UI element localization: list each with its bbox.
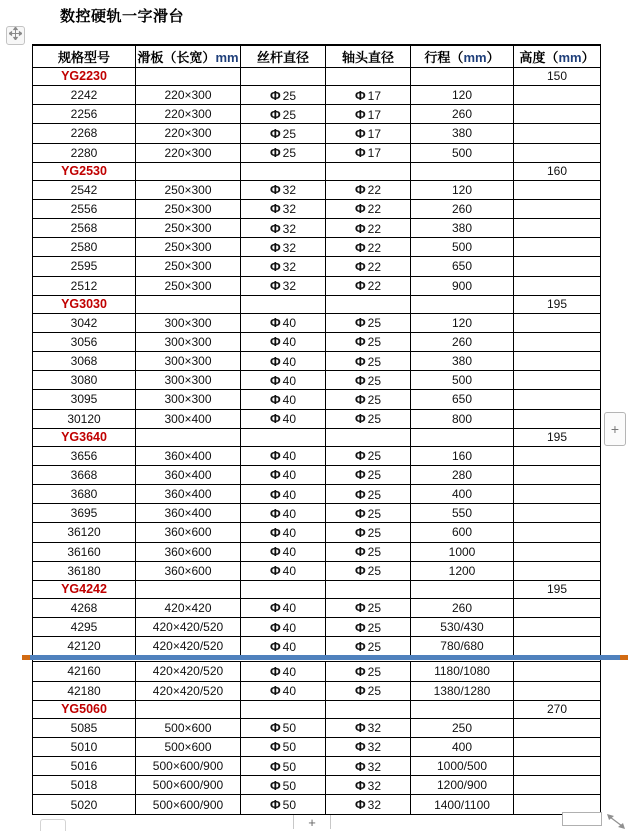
cell-screw: Φ 40	[241, 618, 326, 637]
cell-model: 5016	[33, 757, 136, 776]
cell-model: 3695	[33, 504, 136, 523]
cell-shaft	[326, 700, 411, 718]
cell-plate	[136, 162, 241, 180]
table-header-row	[33, 45, 601, 68]
cell-stroke: 250	[411, 718, 514, 737]
spec-row	[33, 523, 601, 542]
bottom-plus-group	[293, 813, 331, 831]
cell-height	[514, 371, 601, 390]
cell-height	[514, 390, 601, 409]
cell-screw: Φ 50	[241, 737, 326, 756]
column-header-2: 丝杆直径	[241, 45, 326, 68]
cell-screw: Φ 50	[241, 718, 326, 737]
cell-height: 195	[514, 295, 601, 313]
cell-shaft: Φ 32	[326, 718, 411, 737]
cell-model: YG2230	[33, 68, 136, 86]
cell-stroke: 500	[411, 143, 514, 162]
separator	[330, 815, 331, 829]
column-header-5: 高度（mm）	[514, 45, 601, 68]
spec-row	[33, 561, 601, 580]
cell-screw: Φ 40	[241, 390, 326, 409]
cell-shaft	[326, 428, 411, 446]
cell-plate: 300×300	[136, 332, 241, 351]
cell-screw: Φ 40	[241, 313, 326, 332]
cell-screw: Φ 25	[241, 143, 326, 162]
cell-stroke: 1180/1080	[411, 662, 514, 681]
cell-model: 3080	[33, 371, 136, 390]
cell-height	[514, 199, 601, 218]
cell-stroke	[411, 428, 514, 446]
cell-model: 3656	[33, 446, 136, 465]
cell-model: 2280	[33, 143, 136, 162]
cell-shaft: Φ 32	[326, 737, 411, 756]
cell-screw: Φ 40	[241, 409, 326, 428]
cell-shaft	[326, 580, 411, 598]
cell-stroke: 550	[411, 504, 514, 523]
cell-plate	[136, 700, 241, 718]
diagonal-resize-icon[interactable]	[604, 812, 628, 831]
cell-plate: 250×300	[136, 238, 241, 257]
cell-plate: 220×300	[136, 124, 241, 143]
cell-height: 195	[514, 428, 601, 446]
group-row	[33, 68, 601, 86]
cell-model: 3668	[33, 465, 136, 484]
cell-stroke	[411, 700, 514, 718]
table-move-handle[interactable]	[6, 26, 25, 45]
cell-model: 2595	[33, 257, 136, 276]
cell-shaft: Φ 25	[326, 446, 411, 465]
cell-model: 5020	[33, 795, 136, 815]
cell-plate: 250×300	[136, 180, 241, 199]
cell-model: 5010	[33, 737, 136, 756]
cell-shaft: Φ 22	[326, 276, 411, 295]
cell-screw: Φ 40	[241, 542, 326, 561]
cell-screw: Φ 25	[241, 124, 326, 143]
cell-stroke: 600	[411, 523, 514, 542]
spec-row	[33, 371, 601, 390]
spec-row	[33, 332, 601, 351]
cell-screw: Φ 32	[241, 219, 326, 238]
cell-model: 3680	[33, 485, 136, 504]
cell-stroke: 650	[411, 257, 514, 276]
cell-plate: 360×600	[136, 542, 241, 561]
cell-plate: 360×400	[136, 446, 241, 465]
cell-shaft: Φ 25	[326, 662, 411, 681]
cell-height	[514, 352, 601, 371]
cell-screw: Φ 32	[241, 238, 326, 257]
cell-shaft: Φ 17	[326, 124, 411, 143]
cell-plate: 360×400	[136, 504, 241, 523]
cell-model: 36120	[33, 523, 136, 542]
cell-height	[514, 332, 601, 351]
move-cross-icon	[9, 27, 22, 45]
cell-shaft: Φ 32	[326, 795, 411, 815]
spec-row	[33, 446, 601, 465]
cell-shaft	[326, 162, 411, 180]
cell-shaft: Φ 25	[326, 409, 411, 428]
cell-model: YG3030	[33, 295, 136, 313]
cell-screw: Φ 50	[241, 795, 326, 815]
cell-model: YG3640	[33, 428, 136, 446]
spec-row	[33, 143, 601, 162]
cell-screw: Φ 40	[241, 352, 326, 371]
cell-shaft: Φ 32	[326, 757, 411, 776]
cell-stroke: 120	[411, 85, 514, 104]
cell-shaft: Φ 25	[326, 313, 411, 332]
cell-plate: 420×420/520	[136, 637, 241, 656]
cell-plate: 220×300	[136, 85, 241, 104]
cell-plate: 250×300	[136, 199, 241, 218]
cell-height	[514, 409, 601, 428]
cell-height	[514, 561, 601, 580]
spec-row	[33, 757, 601, 776]
cell-plate: 420×420/520	[136, 662, 241, 681]
spec-row	[33, 105, 601, 124]
cell-plate: 220×300	[136, 143, 241, 162]
spec-row	[33, 662, 601, 681]
cell-plate: 300×400	[136, 409, 241, 428]
cell-shaft: Φ 25	[326, 523, 411, 542]
cell-plate	[136, 295, 241, 313]
cell-height	[514, 257, 601, 276]
cell-stroke: 1000	[411, 542, 514, 561]
cell-model: 3042	[33, 313, 136, 332]
cell-shaft: Φ 25	[326, 504, 411, 523]
spec-row	[33, 85, 601, 104]
cell-plate: 300×300	[136, 390, 241, 409]
cell-stroke: 1380/1280	[411, 681, 514, 700]
spec-row	[33, 124, 601, 143]
cell-plate: 250×300	[136, 219, 241, 238]
cell-stroke: 260	[411, 105, 514, 124]
cell-stroke: 380	[411, 219, 514, 238]
cell-model: 2256	[33, 105, 136, 124]
cell-height	[514, 238, 601, 257]
cell-height	[514, 276, 601, 295]
cell-shaft: Φ 25	[326, 561, 411, 580]
cell-screw: Φ 40	[241, 681, 326, 700]
cell-height	[514, 776, 601, 795]
spec-row	[33, 737, 601, 756]
cell-screw: Φ 50	[241, 757, 326, 776]
cell-height: 195	[514, 580, 601, 598]
cell-stroke: 800	[411, 409, 514, 428]
cell-height	[514, 757, 601, 776]
cell-stroke: 400	[411, 485, 514, 504]
cell-height	[514, 465, 601, 484]
page-divider-line	[22, 655, 628, 660]
cell-model: 2568	[33, 219, 136, 238]
right-plus-button[interactable]: +	[604, 412, 626, 446]
spec-row	[33, 238, 601, 257]
cell-screw: Φ 40	[241, 446, 326, 465]
spec-table	[32, 44, 601, 815]
cell-model: 42180	[33, 681, 136, 700]
cell-screw: Φ 40	[241, 662, 326, 681]
cell-stroke: 780/680	[411, 637, 514, 656]
cell-plate: 300×300	[136, 371, 241, 390]
cell-height	[514, 143, 601, 162]
spec-row	[33, 313, 601, 332]
group-row	[33, 580, 601, 598]
cell-shaft: Φ 32	[326, 776, 411, 795]
cell-screw	[241, 68, 326, 86]
cell-stroke: 400	[411, 737, 514, 756]
cell-height	[514, 737, 601, 756]
cell-stroke: 260	[411, 332, 514, 351]
cell-shaft: Φ 25	[326, 390, 411, 409]
cell-height	[514, 504, 601, 523]
cell-plate: 360×400	[136, 485, 241, 504]
cell-shaft: Φ 22	[326, 219, 411, 238]
spec-row	[33, 485, 601, 504]
cell-plate: 420×420	[136, 598, 241, 617]
cell-screw: Φ 40	[241, 637, 326, 656]
cell-model: YG5060	[33, 700, 136, 718]
cell-stroke: 1000/500	[411, 757, 514, 776]
cell-screw: Φ 32	[241, 180, 326, 199]
cell-height	[514, 124, 601, 143]
cell-screw	[241, 162, 326, 180]
cell-screw: Φ 25	[241, 85, 326, 104]
cell-height	[514, 662, 601, 681]
cell-shaft: Φ 25	[326, 332, 411, 351]
cell-height	[514, 523, 601, 542]
cell-plate: 500×600	[136, 718, 241, 737]
cell-model: 36180	[33, 561, 136, 580]
cell-screw: Φ 40	[241, 465, 326, 484]
cell-height: 270	[514, 700, 601, 718]
spec-row	[33, 390, 601, 409]
cell-model: 3068	[33, 352, 136, 371]
cell-screw: Φ 50	[241, 776, 326, 795]
cell-height	[514, 85, 601, 104]
column-header-4: 行程（mm）	[411, 45, 514, 68]
cell-screw: Φ 32	[241, 257, 326, 276]
column-header-3: 轴头直径	[326, 45, 411, 68]
cell-stroke: 1200/900	[411, 776, 514, 795]
cell-shaft: Φ 17	[326, 143, 411, 162]
cell-height	[514, 681, 601, 700]
cell-screw	[241, 580, 326, 598]
cell-plate: 500×600	[136, 737, 241, 756]
cell-screw	[241, 700, 326, 718]
bottom-right-box	[562, 812, 602, 826]
cell-shaft: Φ 17	[326, 105, 411, 124]
cell-height	[514, 485, 601, 504]
cell-plate: 500×600/900	[136, 795, 241, 815]
cell-screw: Φ 40	[241, 561, 326, 580]
cell-model: 2242	[33, 85, 136, 104]
cell-stroke: 900	[411, 276, 514, 295]
spec-row	[33, 199, 601, 218]
cell-model: YG4242	[33, 580, 136, 598]
cell-screw: Φ 32	[241, 276, 326, 295]
group-row	[33, 162, 601, 180]
cell-shaft: Φ 25	[326, 542, 411, 561]
spec-row	[33, 257, 601, 276]
cell-shaft: Φ 25	[326, 352, 411, 371]
cell-screw: Φ 40	[241, 485, 326, 504]
spec-row	[33, 718, 601, 737]
cell-model: 3095	[33, 390, 136, 409]
group-row	[33, 295, 601, 313]
cell-plate	[136, 428, 241, 446]
cell-height	[514, 180, 601, 199]
cell-model: 30120	[33, 409, 136, 428]
cell-stroke: 120	[411, 180, 514, 199]
cell-screw: Φ 25	[241, 105, 326, 124]
column-header-1: 滑板（长宽）mm	[136, 45, 241, 68]
spec-row	[33, 276, 601, 295]
cell-screw: Φ 40	[241, 504, 326, 523]
cell-height	[514, 598, 601, 617]
cell-stroke: 120	[411, 313, 514, 332]
cell-model: 2542	[33, 180, 136, 199]
cell-stroke: 500	[411, 371, 514, 390]
cell-plate: 250×300	[136, 257, 241, 276]
cell-stroke: 380	[411, 124, 514, 143]
cell-plate	[136, 68, 241, 86]
spec-row	[33, 795, 601, 815]
cell-stroke: 160	[411, 446, 514, 465]
cell-plate: 360×400	[136, 465, 241, 484]
cell-screw	[241, 295, 326, 313]
cell-screw: Φ 40	[241, 598, 326, 617]
cell-height: 150	[514, 68, 601, 86]
cell-stroke: 260	[411, 598, 514, 617]
spec-row	[33, 637, 601, 656]
cell-height	[514, 718, 601, 737]
cell-shaft: Φ 25	[326, 485, 411, 504]
cell-shaft: Φ 25	[326, 598, 411, 617]
cell-plate: 250×300	[136, 276, 241, 295]
cell-shaft: Φ 22	[326, 199, 411, 218]
cell-stroke: 650	[411, 390, 514, 409]
cell-stroke: 260	[411, 199, 514, 218]
group-row	[33, 428, 601, 446]
cell-screw: Φ 40	[241, 371, 326, 390]
cell-stroke: 280	[411, 465, 514, 484]
cell-model: 42120	[33, 637, 136, 656]
cell-stroke	[411, 162, 514, 180]
spec-row	[33, 409, 601, 428]
corner-shape	[40, 819, 66, 831]
cell-model: 5085	[33, 718, 136, 737]
cell-shaft: Φ 25	[326, 637, 411, 656]
cell-plate: 300×300	[136, 313, 241, 332]
cell-plate: 300×300	[136, 352, 241, 371]
spec-row	[33, 504, 601, 523]
cell-height	[514, 219, 601, 238]
spec-table-wrap	[32, 44, 600, 815]
cell-stroke	[411, 295, 514, 313]
cell-plate: 360×600	[136, 561, 241, 580]
cell-screw	[241, 428, 326, 446]
spec-row	[33, 542, 601, 561]
cell-model: 4295	[33, 618, 136, 637]
cell-stroke	[411, 68, 514, 86]
cell-stroke: 380	[411, 352, 514, 371]
cell-shaft: Φ 25	[326, 371, 411, 390]
cell-shaft: Φ 22	[326, 257, 411, 276]
cell-model: 2580	[33, 238, 136, 257]
cell-plate: 500×600/900	[136, 757, 241, 776]
cell-model: YG2530	[33, 162, 136, 180]
cell-model: 5018	[33, 776, 136, 795]
cell-model: 3056	[33, 332, 136, 351]
cell-shaft: Φ 22	[326, 180, 411, 199]
cell-stroke: 500	[411, 238, 514, 257]
cell-height	[514, 105, 601, 124]
cell-plate	[136, 580, 241, 598]
spec-row	[33, 352, 601, 371]
cell-model: 4268	[33, 598, 136, 617]
cell-stroke	[411, 580, 514, 598]
cell-screw: Φ 40	[241, 523, 326, 542]
cell-height	[514, 542, 601, 561]
cell-height	[514, 446, 601, 465]
page-title: 数控硬轨一字滑台	[60, 8, 185, 25]
cell-shaft	[326, 295, 411, 313]
cell-stroke: 530/430	[411, 618, 514, 637]
cell-shaft: Φ 25	[326, 681, 411, 700]
spec-row	[33, 219, 601, 238]
cell-screw: Φ 32	[241, 199, 326, 218]
cell-shaft: Φ 25	[326, 618, 411, 637]
cell-plate: 500×600/900	[136, 776, 241, 795]
cell-shaft: Φ 25	[326, 465, 411, 484]
cell-plate: 220×300	[136, 105, 241, 124]
column-header-0: 规格型号	[33, 45, 136, 68]
spec-row	[33, 598, 601, 617]
cell-height	[514, 618, 601, 637]
cell-shaft	[326, 68, 411, 86]
cell-height	[514, 637, 601, 656]
cell-plate: 420×420/520	[136, 681, 241, 700]
cell-plate: 360×600	[136, 523, 241, 542]
spec-row	[33, 618, 601, 637]
cell-model: 2556	[33, 199, 136, 218]
cell-stroke: 1200	[411, 561, 514, 580]
cell-shaft: Φ 17	[326, 85, 411, 104]
cell-model: 42160	[33, 662, 136, 681]
spec-row	[33, 180, 601, 199]
spec-row	[33, 776, 601, 795]
cell-height: 160	[514, 162, 601, 180]
spec-row	[33, 681, 601, 700]
bottom-plus-button[interactable]: +	[308, 814, 316, 830]
cell-height	[514, 313, 601, 332]
cell-plate: 420×420/520	[136, 618, 241, 637]
spec-row	[33, 465, 601, 484]
cell-model: 2512	[33, 276, 136, 295]
cell-model: 2268	[33, 124, 136, 143]
group-row	[33, 700, 601, 718]
cell-stroke: 1400/1100	[411, 795, 514, 815]
cell-shaft: Φ 22	[326, 238, 411, 257]
cell-screw: Φ 40	[241, 332, 326, 351]
cell-model: 36160	[33, 542, 136, 561]
